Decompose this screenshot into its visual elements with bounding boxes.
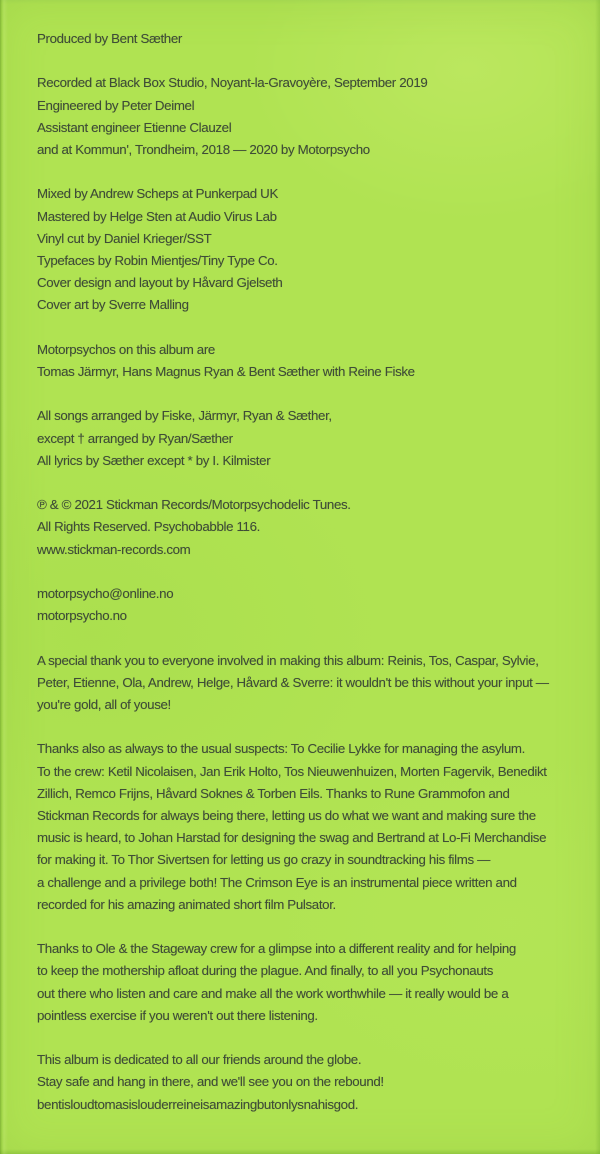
thanks-block-special xyxy=(37,650,594,717)
thanks-line: music is heard, to Johan Harstad for designing the swag and Bertrand at Lo-Fi Merchandise xyxy=(37,830,547,846)
label-website-text: www.stickman-records.com xyxy=(37,541,191,557)
thanks-line: Peter, Etienne, Ola, Andrew, Helge, Håvard & Sverre: it wouldn't be this without your input — xyxy=(37,674,549,690)
thanks-line: a challenge and a privilege both! The Crimson Eye is an instrumental piece written and xyxy=(37,874,517,890)
copyright-line: All Rights Reserved. Psychobabble 116. xyxy=(37,519,260,535)
thanks-block-crew xyxy=(37,738,594,916)
credits-block-recorded xyxy=(37,72,594,161)
credit-line: Motorpsychos on this album are xyxy=(37,341,215,357)
thanks-line: for making it. To Thor Sivertsen for letting us go crazy in soundtracking his films — xyxy=(37,852,491,868)
credit-line: Mastered by Helge Sten at Audio Virus Lab xyxy=(37,208,277,224)
credit-line: Tomas Järmyr, Hans Magnus Ryan & Bent Sæther with Reine Fiske xyxy=(37,364,415,379)
credit-line: Mixed by Andrew Scheps at Punkerpad UK xyxy=(37,186,278,202)
credits-block-produced xyxy=(37,28,594,50)
credits-block-band-lineup xyxy=(37,339,594,383)
thanks-line: you're gold, all of youse! xyxy=(37,696,171,712)
dedication-block xyxy=(37,1049,594,1116)
credit-line: All lyrics by Sæther except * by I. Kilmister xyxy=(37,452,271,468)
dedication-line: Stay safe and hang in there, and we'll see you on the rebound! xyxy=(37,1074,384,1090)
thanks-line: pointless exercise if you weren't out there listening. xyxy=(37,1007,318,1023)
credit-line: Engineered by Peter Deimel xyxy=(37,97,195,113)
credit-line: Vinyl cut by Daniel Krieger/SST xyxy=(37,230,212,246)
credit-line: Cover art by Sverre Malling xyxy=(37,297,189,313)
thanks-line: To the crew: Ketil Nicolaisen, Jan Erik Holto, Tos Nieuwenhuizen, Morten Fagervik, Benedikt xyxy=(37,763,547,779)
credit-line: Assistant engineer Etienne Clauzel xyxy=(37,119,232,135)
thanks-line: recorded for his amazing animated short film Pulsator. xyxy=(37,896,336,912)
credit-line: Recorded at Black Box Studio, Noyant-la-Gravoyère, September 2019 xyxy=(37,75,428,91)
thanks-block-stageway xyxy=(37,938,594,1027)
thanks-line: Thanks also as always to the usual suspects: To Cecilie Lykke for managing the asylum. xyxy=(37,741,525,757)
dedication-line: This album is dedicated to all our friends around the globe. xyxy=(37,1052,362,1068)
thanks-line: A special thank you to everyone involved in making this album: Reinis, Tos, Caspar, Sylvie, xyxy=(37,652,539,668)
thanks-line: Thanks to Ole & the Stageway crew for a glimpse into a different reality and for helping xyxy=(37,941,516,957)
credit-line: Typefaces by Robin Mientjes/Tiny Type Co. xyxy=(37,253,278,268)
dedication-line: bentisloudtomasislouderreineisamazingbutonlysnahisgod. xyxy=(37,1096,359,1112)
credit-line: and at Kommun', Trondheim, 2018 — 2020 by Motorpsycho xyxy=(37,142,370,157)
liner-notes-text xyxy=(37,28,594,1116)
thanks-line: to keep the mothership afloat during the plague. And finally, to all you Psychonauts xyxy=(37,963,494,979)
credit-line: Cover design and layout by Håvard Gjelseth xyxy=(37,275,283,291)
thanks-line: Zillich, Remco Frijns, Håvard Soknes & Torben Eils. Thanks to Rune Grammofon and xyxy=(37,785,510,801)
credits-block-arrangements xyxy=(37,405,594,472)
thanks-line: out there who listen and care and make all the work worthwhile — it really would be a xyxy=(37,985,509,1001)
credits-block-contact xyxy=(37,583,594,627)
thanks-line: Stickman Records for always being there, letting us do what we want and making sure the xyxy=(37,807,536,823)
credit-line: Produced by Bent Sæther xyxy=(37,31,182,46)
credits-block-production xyxy=(37,183,594,316)
band-email-text: motorpsycho@online.no xyxy=(37,585,174,601)
copyright-line: ℗ & © 2021 Stickman Records/Motorpsychodelic Tunes. xyxy=(37,497,351,513)
band-website-text: motorpsycho.no xyxy=(37,608,127,624)
credit-line: except † arranged by Ryan/Sæther xyxy=(37,430,233,446)
credit-line: All songs arranged by Fiske, Järmyr, Ryan & Sæther, xyxy=(37,408,332,424)
credits-block-copyright xyxy=(37,494,594,561)
